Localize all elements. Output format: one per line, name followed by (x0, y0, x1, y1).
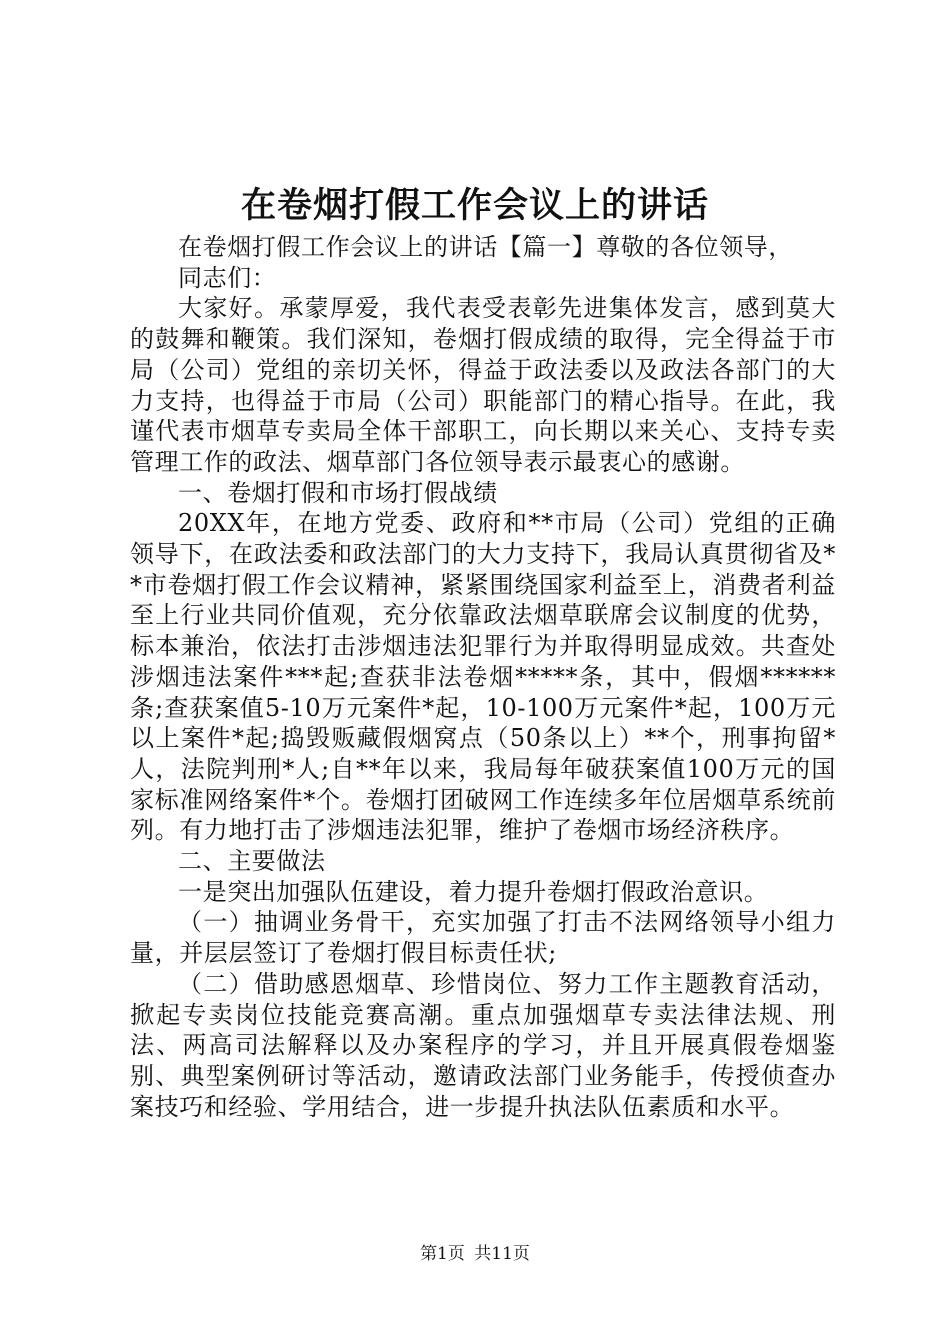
section-heading-2: 二、主要做法 (178, 847, 326, 876)
document-title: 在卷烟打假工作会议上的讲话 (240, 185, 709, 226)
document-body (130, 232, 836, 1122)
paragraph-point-1: 一是突出加强队伍建设，着力提升卷烟打假政治意识。 (178, 877, 769, 906)
paragraph-achievements: 20XX年，在地方党委、政府和**市局（公司）党组的正确领导下，在政法委和政法部门的大力支持下，我局认真贯彻省及**市卷烟打假工作会议精神，紧紧围绕国家利益至上，消费者利益至上行业共同价值观，充分依靠政法烟草联席会议制度的优势，标本兼治，依法打击涉烟违法犯罪行为并取得明显成效。共查处涉烟违法案件***起;查获非法卷烟*****条，其中，假烟******条;查获案值5-10万元案件*起，10-100万元案件*起，100万元以上案件*起;捣毁贩藏假烟窝点（50条以上）**个，刑事拘留*人，法院判刑*人;自**年以来，我局每年破获案值100万元的国家标准网络案件*个。卷烟打团破网工作连续多年位居烟草系统前列。有力地打击了涉烟违法犯罪，维护了卷烟市场经济秩序。 (130, 509, 836, 845)
page-number: 第1页 (420, 1244, 465, 1264)
paragraph-intro: 在卷烟打假工作会议上的讲话【篇一】尊敬的各位领导， (178, 233, 793, 261)
paragraph-subpoint-1: （一）抽调业务骨干，充实加强了打击不法网络领导小组力量，并层层签订了卷烟打假目标责任状; (130, 908, 836, 968)
paragraph-subpoint-2: （二）借助感恩烟草、珍惜岗位、努力工作主题教育活动，掀起专卖岗位技能竞赛高潮。重点加强烟草专卖法律法规、刑法、两高司法解释以及办案程序的学习，并且开展真假卷烟鉴别、典型案例研讨等活动，邀请政法部门业务能手，传授侦查办案技巧和经验、学用结合，进一步提升执法队伍素质和水平。 (130, 969, 836, 1121)
section-heading-1: 一、卷烟打假和市场打假战绩 (178, 478, 498, 507)
paragraph-opening: 大家好。承蒙厚爱，我代表受表彰先进集体发言，感到莫大的鼓舞和鞭策。我们深知，卷烟打假成绩的取得，完全得益于市局（公司）党组的亲切关怀，得益于政法委以及政法各部门的大力支持，也得益于市局（公司）职能部门的精心指导。在此，我谨代表市烟草专卖局全体干部职工，向长期以来关心、支持专卖管理工作的政法、烟草部门各位领导表示最衷心的感谢。 (130, 294, 836, 476)
page-footer (0, 1242, 950, 1266)
page-total: 共11页 (474, 1244, 530, 1264)
paragraph-salutation: 同志们： (178, 263, 277, 292)
